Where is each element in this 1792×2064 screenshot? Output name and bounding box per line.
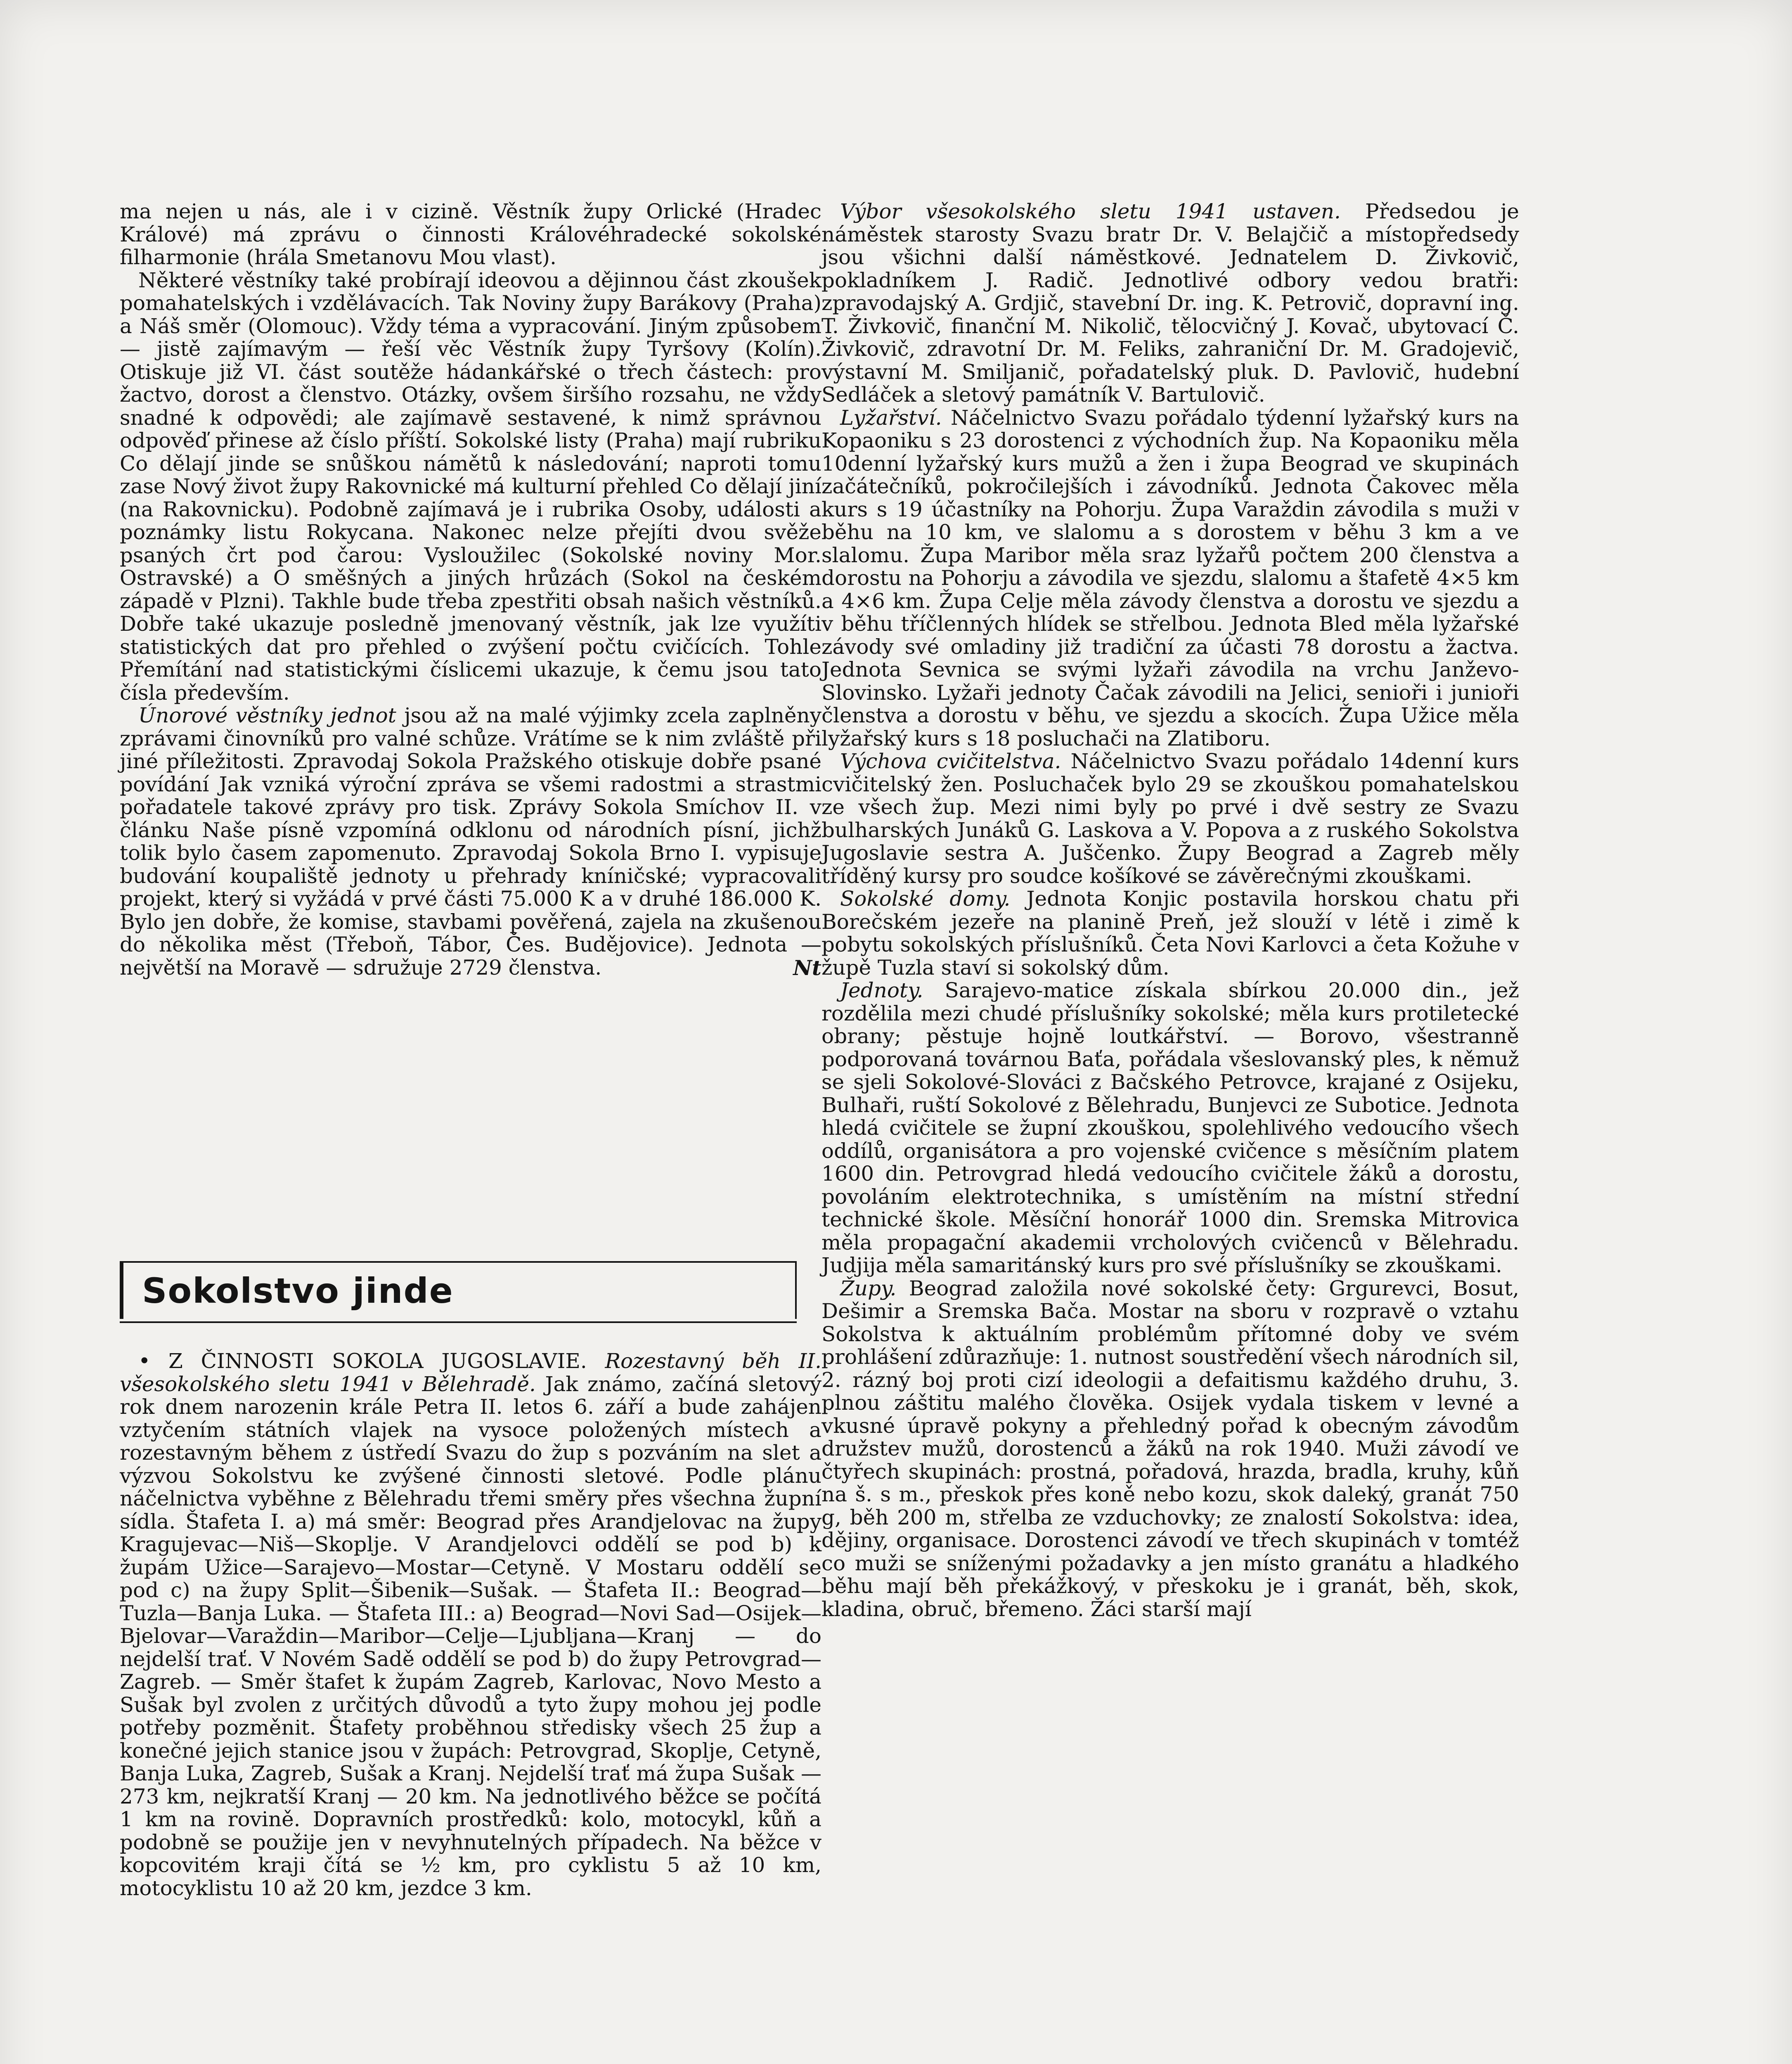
section-heading: Sokolstvo jinde — [142, 1271, 454, 1311]
run-in-heading: Rozestavný běh II. všesokolského sletu 1941 v Bělehradě. — [120, 1349, 821, 1396]
right-column — [821, 200, 1519, 1621]
run-in-heading: Výchova cvičitelstva. — [840, 749, 1061, 773]
paragraph-body: jsou až na malé výjimky zcela zaplněny zprávami činovníků pro valné schůze. Vrátíme se k nim zvláště při jiné příležitosti. Zpravodaj Sokola Pražského otiskuje dobře psané povídání Jak vzniká výroční zpráva se všemi radostmi a strastmi pořadatele takové zprávy pro tisk. Zprávy Sokola Smíchov II. v článku Naše písně vzpomíná odklonu od národních písní, jichž tolik bylo časem zapomenuto. Zpravodaj Sokola Brno I. vypisuje budování koupaliště jednoty u přehrady kníničské; vypracovali projekt, který si vyžádá v prvé části 75.000 K a v druhé 186.000 K. Bylo jen dobře, že komise, stavbami pověřená, zajela na zkušenou do několika měst (Třeboň, Tábor, Čes. Budějovice). Jednota — největší na Moravě — sdružuje 2729 členstva. — [120, 703, 821, 980]
run-in-heading: Jednoty. — [840, 978, 923, 1002]
paragraph: ma nejen u nás, ale i v cizině. Věstník župy Orlické (Hradec Králové) má zprávu o činnosti Královéhradecké sokolské filharmonie (hrála Smetanovu Mou vlast). — [120, 199, 821, 269]
paragraph — [821, 750, 1519, 888]
paragraph-body: Náčelnictvo Svazu pořádalo 14denní kurs cvičitelský žen. Posluchaček bylo 29 se zkouškou pomahatelskou ze všech žup. Mezi nimi byly po prvé i dvě sestry ze Svazu bulharských Junáků G. Laskova a V. Popova a z ruského Sokolstva Jugoslavie sestra A. Juščenko. Župy Beograd a Zagreb měly tříděný kursy pro soudce košíkové se závěrečnými zkouškami. — [821, 749, 1520, 888]
paragraph — [821, 407, 1519, 750]
author-signature: Nt — [793, 955, 821, 980]
run-in-heading: Sokolské domy. — [840, 887, 1011, 911]
paragraph-body: Náčelnictvo Svazu pořádalo týdenní lyžařský kurs na Kopaoniku s 23 dorostenci z východních žup. Na Kopaoniku měla 10denní lyžařský kurs mužů a žen i župa Beograd ve skupinách začátečníků, pokročilejších i závodníků. Jednota Čakovec měla kurs s 19 účastníky na Pohorju. Župa Varaždin závodila s muži v běhu na 10 km, ve slalomu a s dorostem v běhu 3 km a ve slalomu. Župa Maribor měla sraz lyžařů počtem 200 členstva a dorostu na Pohorju a závodila ve sjezdu, slalomu a štafetě 4×5 km a 4×6 km. Župa Celje měla závody členstva a dorostu ve sjezdu a v běhu tříčlenných hlídek se střelbou. Jednota Bled měla lyžařské závody své omladiny již tradiční za účasti 78 dorostu a žactva. Jednota Sevnica se svými lyžaři závodila na vrchu Janževo-Slovinsko. Lyžaři jednoty Čačak závodili na Jelici, senioři i junioři členstva a dorostu v běhu, ve sjezdu a skocích. Župa Užice měla lyžařský kurs s 18 posluchači na Zlatiboru. — [821, 405, 1519, 750]
paragraph — [120, 704, 821, 979]
news-lead: • Z ČINNOSTI SOKOLA JUGOSLAVIE. — [138, 1349, 605, 1373]
run-in-heading: Župy. — [840, 1276, 897, 1300]
paragraph-body: Jak známo, začíná sletový rok dnem narozenin krále Petra II. letos 6. září a bude zahájen vztyčením státních vlajek na vysoce položených místech a rozestavným během z ústředí Svazu do žup s pozváním na slet a výzvou Sokolstvu ke zvýšené činnosti sletové. Podle plánu náčelnictva vyběhne z Bělehradu třemi směry přes všechna župní sídla. Štafeta I. a) má směr: Beograd přes Arandjelovac na župy Kragujevac—Niš—Skoplje. V Arandjelovci oddělí se pod b) k župám Užice—Sarajevo—Mostar—Cetyně. V Mostaru oddělí se pod c) na župy Split—Šibenik—Sušak. — Štafeta II.: Beograd—Tuzla—Banja Luka. — Štafeta III.: a) Beograd—Novi Sad—Osijek—Bjelovar—Varaždin—Maribor—Celje—Ljubljana—Kranj — do nejdelší trať. V Novém Sadě oddělí se pod b) do župy Petrovgrad—Zagreb. — Směr štafet k župám Zagreb, Karlovac, Novo Mesto a Sušak byl zvolen z určitých důvodů a tyto župy mohou jej podle potřeby pozměnit. Štafety proběhnou středisky všech 25 žup a konečné jejich stanice jsou v župách: Petrovgrad, Skoplje, Cetyně, Banja Luka, Zagreb, Sušak a Kranj. Nejdelší trať má župa Sušak — 273 km, nejkratší Kranj — 20 km. Na jednotlivého běžce se počítá 1 km na rovině. Dopravních prostředků: kolo, motocykl, kůň a podobně se použije jen v nevyhnutelných případech. Na běžce v kopcovitém kraji čítá se ½ km, pro cyklistu 5 až 10 km, motocyklistu 10 až 20 km, jezdce 3 km. — [120, 1372, 821, 1900]
paragraph — [821, 200, 1519, 407]
paragraph — [821, 888, 1519, 979]
left-column-lower — [120, 1350, 821, 1900]
paragraph: Některé věstníky také probírají ideovou a dějinnou část zkoušek pomahatelských i vzdělávacích. Tak Noviny župy Barákovy (Praha) a Náš směr (Olomouc). Vždy téma a vypracování. Jiným způsobem — jistě zajímavým — řeší věc Věstník župy Tyršovy (Kolín). Otiskuje již VI. část soutěže hádankářské o třech částech: pro žactvo, dorost a členstvo. Otázky, ovšem širšího rozsahu, ne vždy snadné k odpovědi; ale zajímavě sestavené, k nimž správnou odpověď přinese až číslo příští. Sokolské listy (Praha) mají rubriku Co dělají jinde se snůškou námětů k následování; naproti tomu zase Nový život župy Rakovnické má kulturní přehled Co dělají jiní (na Rakovnicku). Podobně zajímavá je i rubrika Osoby, události a poznámky listu Rokycana. Nakonec nelze přejíti dvou svěže psaných črt pod čarou: Vysloužilec (Sokolské noviny Mor. Ostravské) a O směšných a jiných hrůzách (Sokol na českém západě v Plzni). Takhle bude třeba zpestřiti obsah našich věstníků. Dobře také ukazuje posledně jmenovaný věstník, jak lze využíti statistických dat pro přehled o zvýšení počtu cvičících. Tohle Přemítání nad statistickými číslicemi ukazuje, k čemu jsou tato čísla především. — [120, 268, 821, 705]
paragraph-body: Předsedou je náměstek starosty Svazu bratr Dr. V. Belajčič a místopředsedy jsou všichni další náměstkové. Jednatelem D. Živkovič, pokladníkem J. Radič. Jednotlivé odbory vedou bratři: zpravodajský A. Grdjič, stavební Dr. ing. K. Petrovič, dopravní ing. T. Živkovič, finanční M. Nikolič, tělocvičný J. Kovač, ubytovací Č. Živkovič, zdravotní Dr. M. Feliks, zahraniční Dr. M. Gradojevič, výstavní M. Smiljanič, pořadatelský pluk. D. Pavlovič, hudební Sedláček a sletový památník V. Bartulovič. — [821, 199, 1519, 407]
paragraph-body: Sarajevo-matice získala sbírkou 20.000 din., jež rozdělila mezi chudé příslušníky sokolské; měla kurs protiletecké obrany; pěstuje hojně loutkářství. — Borovo, všestranně podporovaná továrnou Baťa, pořádala všeslovanský ples, k němuž se sjeli Sokolové-Slováci z Bačského Petrovce, krajané z Osijeku, Bulhaři, ruští Sokolové z Bělehradu, Bunjevci ze Subotice. Jednota hledá cvičitele se župní zkouškou, spolehlivého vedoucího všech oddílů, organisátora a pro vojenské cvičence s měsíčním platem 1600 din. Petrovgrad hledá vedoucího cvičitele žáků a dorostu, povoláním elektrotechnika, s umístěním na místní střední technické škole. Měsíční honorář 1000 din. Sremska Mitrovica měla propagační akademii vrcholových cvičenců v Bělehradu. Judjija měla samaritánský kurs pro své příslušníky se zkouškami. — [821, 978, 1519, 1277]
paragraph-body: Beograd založila nové sokolské čety: Grgurevci, Bosut, Dešimir a Sremska Bača. Mostar na sboru v rozpravě o vztahu Sokolstva k aktuálním problémům přítomné doby ve svém prohlášení zdůrazňuje: 1. nutnost soustředění všech národních sil, 2. rázný boj proti cizí ideologii a defaitismu každého druhu, 3. plnou záštitu malého člověka. Osijek vydala tiskem v levné a vkusné úpravě pokyny a přehledný pořad k obecným závodům družstev mužů, dorostenců a žáků na rok 1940. Muži závodí ve čtyřech skupinách: prostná, pořadová, hrazda, bradla, kruhy, kůň na š. s m., přeskok přes koně nebo kozu, skok daleký, granát 750 g, běh 200 m, střelba ze vzduchovky; ze znalostí Sokolstva: idea, dějiny, organisace. Dorostenci závodí ve třech skupinách v tomtéž co muži se sníženými požadavky a jen místo granátu a hladkého běhu mají běh překážkový, v přeskoku je i granát, běh, skok, kladina, obruč, břemeno. Žáci starší mají — [821, 1276, 1519, 1621]
run-in-heading: Lyžařství. — [840, 405, 942, 430]
run-in-heading: Únorové věstníky jednot — [138, 703, 396, 727]
left-column — [120, 200, 821, 979]
paragraph — [821, 979, 1519, 1277]
paragraph-body: Jednota Konjic postavila horskou chatu při Borečském jezeře na planině Preň, jež slouží v létě i zimě k pobytu sokolských příslušníků. Četa Novi Karlovci a četa Kožuhe v župě Tuzla staví si sokolský dům. — [821, 887, 1519, 980]
run-in-heading: Výbor všesokolského sletu 1941 ustaven. — [840, 199, 1341, 223]
section-heading-box — [120, 1261, 797, 1319]
paragraph — [821, 1277, 1519, 1621]
paragraph — [120, 1350, 821, 1900]
